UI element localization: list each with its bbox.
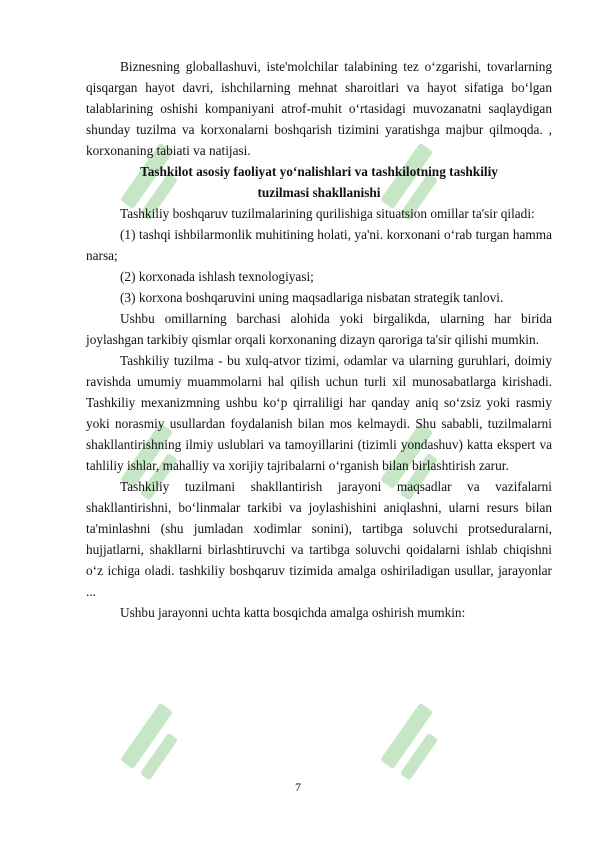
paragraph: Tashkiliy boshqaruv tuzilmalarining qurilishiga situatsion omillar ta'sir qiladi: <box>120 206 535 221</box>
paragraph: (3) korxona boshqaruvini uning maqsadlariga nisbatan strategik tanlovi. <box>120 290 504 305</box>
paragraph: Ushbu jarayonni uchta katta bosqichda amalga oshirish mumkin: <box>120 605 466 620</box>
document-body <box>86 56 552 623</box>
paragraph: Tashkiliy tuzilma - bu xulq-atvor tizimi, odamlar va ularning guruhlari, doimiy ravishda umumiy muammolarni hal qilish uchun turli xil munosabatlarga kirishadi. Tashkiliy mexanizmning ushbu ko‘p qirraliligi har qanday aniq so‘zsiz yoki rasmiy yoki norasmiy usullardan foydalanish bilan mos kelmaydi. Shu sababli, tuzilmalarni shakllantirishning ilmiy uslublari va tamoyillarini (tizimli yondashuv) katta ekspert va tahliliy ishlar, mahalliy va xorijiy tajribalarni o‘rganish bilan birlashtirish zarur. <box>86 353 552 473</box>
paragraph: (1) tashqi ishbilarmonlik muhitining holati, ya'ni. korxonani o‘rab turgan hamma narsa; <box>86 227 552 263</box>
paragraph: Tashkiliy tuzilmani shakllantirish jarayoni maqsadlar va vazifalarni shakllantirishni, bo‘linmalar tarkibi va joylashishini aniqlashni, ularni resurs bilan ta'minlashni (shu jumladan xodimlar sonini), tartibga soluvchi protseduralarni, hujjatlarni, shakllarni birlashtiruvchi va tartibga soluvchi qoidalarni ishlab chiqishni o‘z ichiga oladi. tashkiliy boshqaruv tizimida amalga oshiriladigan usullar, jarayonlar ... <box>86 479 552 599</box>
paragraph: Biznesning globallashuvi, iste'molchilar talabining tez o‘zgarishi, tovarlarning qisqargan hayot davri, ishchilarning mehnat sharoitlari va hayot sifatiga bo‘lgan talablarining oshishi kompaniyani atrof-muhit o‘rtasidagi muvozanatni saqlaydigan shunday tuzilma va korxonalarni boshqarish tizimini yaratishga majbur qilmoqda. , korxonaning tabiati va natijasi. <box>86 59 552 158</box>
page-number: 7 <box>295 780 301 794</box>
paragraph: Ushbu omillarning barchasi alohida yoki birgalikda, ularning har birida joylashgan tarkibiy qismlar orqali korxonaning dizayn qaroriga ta'sir qilishi mumkin. <box>86 311 552 347</box>
section-heading: Tashkilot asosiy faoliyat yo‘nalishlari va tashkilotning tashkiliy tuzilmasi shakllanishi <box>140 164 498 200</box>
paragraph: (2) korxonada ishlash texnologiyasi; <box>120 269 314 284</box>
